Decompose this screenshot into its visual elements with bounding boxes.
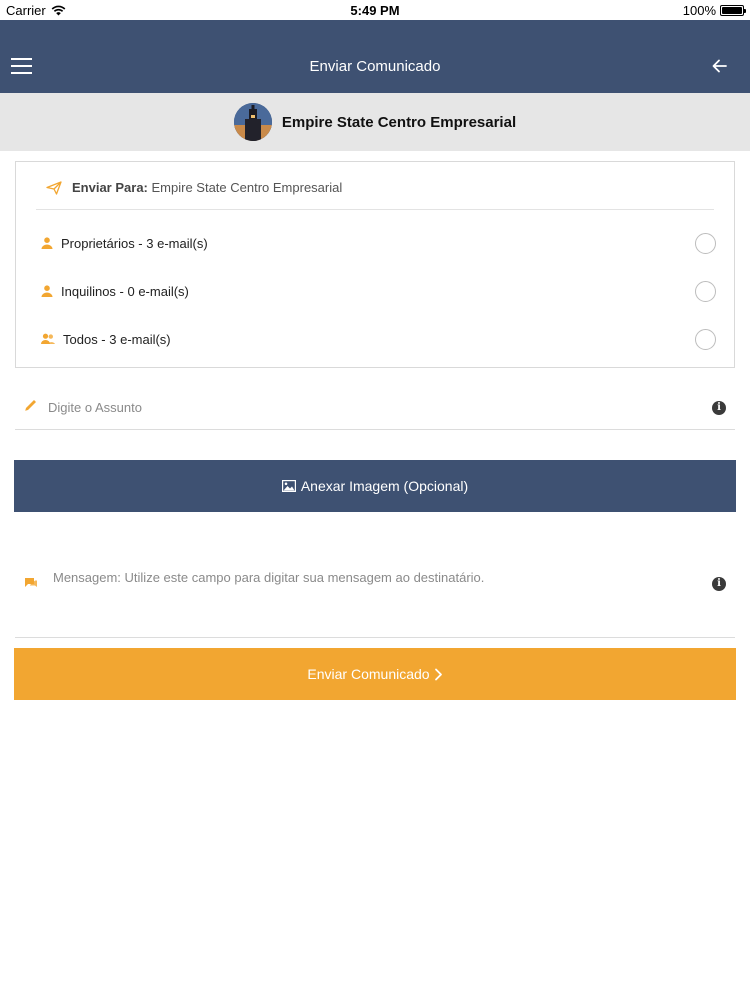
message-row (15, 530, 735, 638)
users-icon (41, 333, 55, 345)
message-input[interactable] (53, 570, 693, 610)
radio-inquilinos[interactable] (695, 281, 716, 302)
building-avatar (234, 103, 272, 141)
recipient-option-proprietarios[interactable] (41, 230, 716, 256)
recipient-option-label: Inquilinos - 0 e-mail(s) (61, 283, 189, 299)
battery-indicator (683, 3, 744, 18)
arrow-left-icon (710, 56, 730, 76)
subject-info-icon[interactable]: i (712, 401, 726, 415)
radio-todos[interactable] (695, 329, 716, 350)
battery-percent: 100% (682, 3, 716, 18)
message-info-icon[interactable]: i (712, 577, 726, 591)
user-icon (41, 237, 53, 249)
carrier-label: Carrier (6, 3, 46, 18)
attach-image-button[interactable] (14, 460, 736, 512)
recipient-option-todos[interactable] (41, 326, 716, 352)
battery-icon (720, 5, 744, 16)
send-to-row (46, 180, 342, 195)
image-icon (282, 480, 296, 492)
subject-row (15, 384, 735, 430)
send-to-value: Empire State Centro Empresarial (151, 180, 343, 195)
user-icon (41, 285, 53, 297)
recipient-option-label: Proprietários - 3 e-mail(s) (61, 235, 208, 251)
navigation-bar (0, 20, 750, 93)
card-divider (36, 209, 714, 210)
recipient-option-label: Todos - 3 e-mail(s) (63, 331, 171, 347)
page-title: Enviar Comunicado (309, 58, 441, 75)
attach-image-label: Anexar Imagem (Opcional) (300, 478, 469, 494)
building-name: Empire State Centro Empresarial (281, 113, 517, 131)
building-photo-icon (234, 103, 272, 141)
chat-bubble-icon (24, 577, 38, 589)
pencil-icon (24, 398, 38, 412)
recipient-option-inquilinos[interactable] (41, 278, 716, 304)
chevron-right-icon (434, 668, 443, 681)
paper-plane-icon (46, 181, 62, 195)
recipient-card (15, 161, 735, 368)
send-announcement-label: Enviar Comunicado (307, 666, 430, 682)
status-bar (0, 0, 750, 20)
clock: 5:49 PM (350, 3, 400, 18)
radio-proprietarios[interactable] (695, 233, 716, 254)
send-announcement-button[interactable] (14, 648, 736, 700)
send-to-label: Enviar Para: (72, 180, 148, 195)
back-button[interactable] (710, 56, 730, 76)
subject-input[interactable] (48, 397, 688, 417)
building-header (0, 93, 750, 151)
